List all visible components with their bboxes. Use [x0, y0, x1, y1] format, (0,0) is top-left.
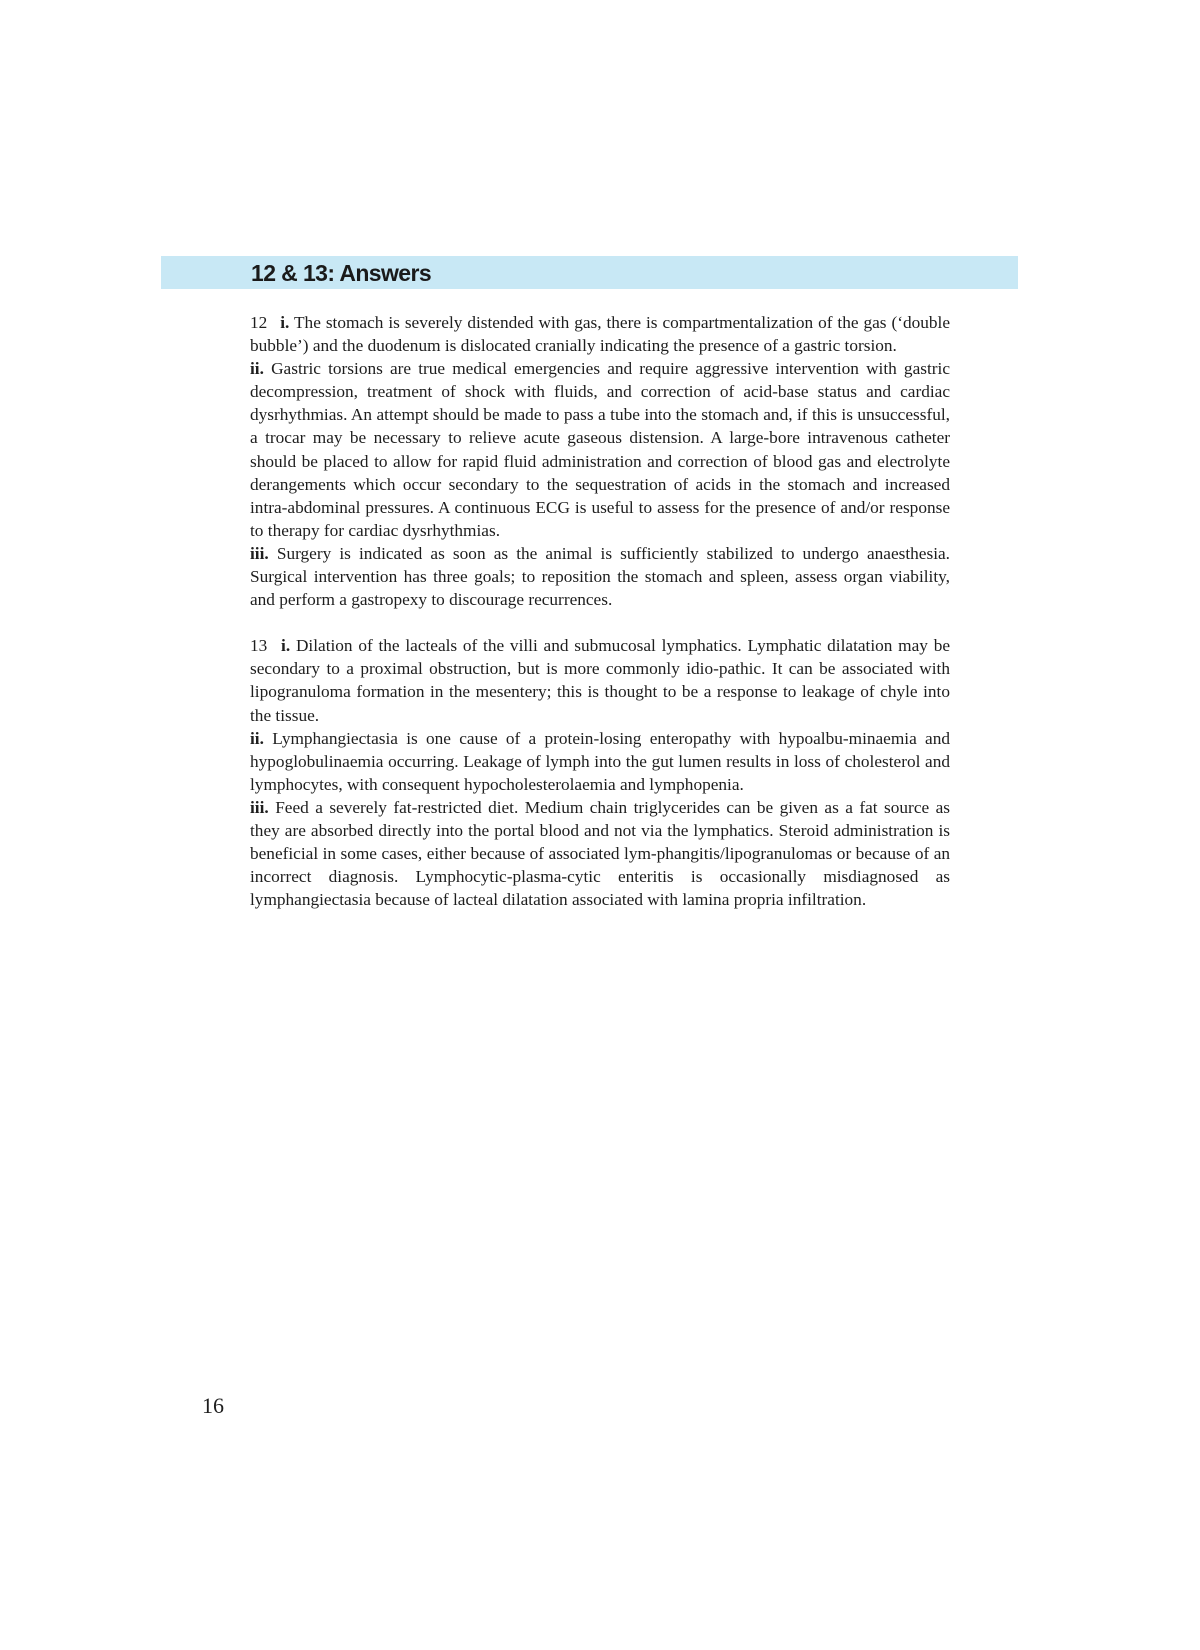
answer-number: 12 — [250, 313, 268, 332]
page-number: 16 — [202, 1393, 224, 1418]
part-label: i. — [280, 313, 290, 332]
answer-12 — [250, 311, 950, 611]
answer-12-part-ii — [250, 357, 950, 542]
part-text: Dilation of the lacteals of the villi and submucosal lymphatics. Lymphatic dilatation may be secondary to a proximal obstruction, but is more commonly idio-pathic. It can be associated with lipogranuloma formation in the mesentery; this is thought to be a response to leakage of chyle into the tissue. — [250, 636, 950, 725]
section-header-band — [161, 256, 1018, 289]
answer-13 — [250, 634, 950, 911]
answer-number: 13 — [250, 636, 268, 656]
part-text: Gastric torsions are true medical emergencies and require aggressive intervention with gastric decompression, treatment of shock with fluids, and correction of acid-base status and cardiac dysrhythmias. An attempt should be made to pass a tube into the stomach and, if this is unsuccessful, a trocar may be necessary to relieve acute gaseous distension. A large-bore intravenous catheter should be placed to allow for rapid fluid administration and correction of blood gas and electrolyte derangements which occur secondary to the sequestration of acids in the stomach and increased intra-abdominal pressures. A continuous ECG is useful to assess for the presence of and/or response to therapy for cardiac dysrhythmias. — [250, 359, 950, 540]
answer-12-part-iii — [250, 542, 950, 611]
part-label: iii. — [250, 543, 269, 563]
answer-13-part-i — [250, 634, 950, 726]
answers-body — [250, 311, 950, 911]
part-label: i. — [281, 636, 291, 656]
part-label: iii. — [250, 797, 269, 817]
part-text: Feed a severely fat-restricted diet. Medium chain triglycerides can be given as a fat source as they are absorbed directly into the portal blood and not via the lymphatics. Steroid administration is beneficial in some cases, either because of associated lym-phangitis/lipogranulomas or because of an incorrect diagnosis. Lymphocytic-plasma-cytic enteritis is occasionally misdiagnosed as lymphangiectasia because of lacteal dilatation associated with lamina propria infiltration. — [250, 797, 950, 910]
answer-13-part-iii — [250, 796, 950, 911]
section-title: 12 & 13: Answers — [251, 260, 432, 286]
answer-13-part-ii — [250, 727, 950, 796]
part-text: The stomach is severely distended with gas, there is compartmentalization of the gas (‘double bubble’) and the duodenum is dislocated cranially indicating the presence of a gastric torsion. — [250, 313, 950, 356]
part-text: Surgery is indicated as soon as the animal is sufficiently stabilized to undergo anaesthesia. Surgical intervention has three goals; to reposition the stomach and spleen, assess organ viability, and perform a gastropexy to discourage recurrences. — [250, 543, 950, 610]
part-label: ii. — [250, 728, 264, 748]
answer-12-part-i — [250, 311, 950, 357]
part-text: Lymphangiectasia is one cause of a protein-losing enteropathy with hypoalbu-minaemia and hypoglobulinaemia occurring. Leakage of lymph into the gut lumen results in loss of cholesterol and lymphocytes, with consequent hypocholesterolaemia and lymphopenia. — [250, 728, 950, 794]
part-label: ii. — [250, 359, 264, 379]
